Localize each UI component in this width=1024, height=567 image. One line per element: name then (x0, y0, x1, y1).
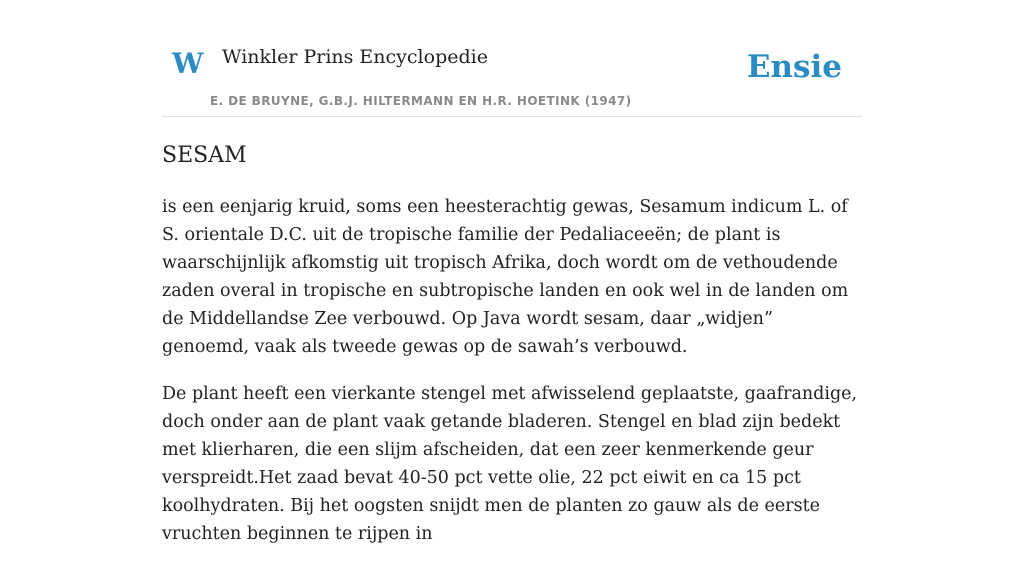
entry-paragraph: is een eenjarig kruid, soms een heesterachtig gewas, Sesamum indicum L. of S. orientale D.C. uit de tropische familie der Pedaliaceeën; de plant is waarschijnlijk afkomstig uit tropisch Afrika, doch wordt om de vethoudende zaden overal in tropische en subtropische landen en ook wel in de landen om de Middellandse Zee verbouwd. Op Java wordt sesam, daar „widjen” genoemd, vaak als tweede gewas op de sawah’s verbouwd. (162, 197, 849, 358)
entry-paragraph: De plant heeft een vierkante stengel met afwisselend geplaatste, gaafrandige, doch onder aan de plant vaak getande bladeren. Stengel en blad zijn bedekt met klierharen, die een slijm afscheiden, dat een zeer kenmerkende geur verspreidt.Het zaad bevat 40-50 pct vette olie, 22 pct eiwit en ca 15 pct koolhydraten. Bij het oogsten snijdt men de planten zo gauw als de eerste vruchten beginnen te rijpen in (162, 384, 858, 545)
brand-logo[interactable]: Ensie (746, 49, 842, 85)
source-logo-icon: W (172, 47, 204, 80)
source-title[interactable]: Winkler Prins Encyclopedie (222, 46, 488, 68)
source-authors: E. DE BRUYNE, G.B.J. HILTERMANN EN H.R. HOETINK (1947) (210, 94, 632, 108)
entry-title: SESAM (162, 143, 247, 168)
source-header (162, 0, 862, 117)
article-container (162, 0, 862, 567)
